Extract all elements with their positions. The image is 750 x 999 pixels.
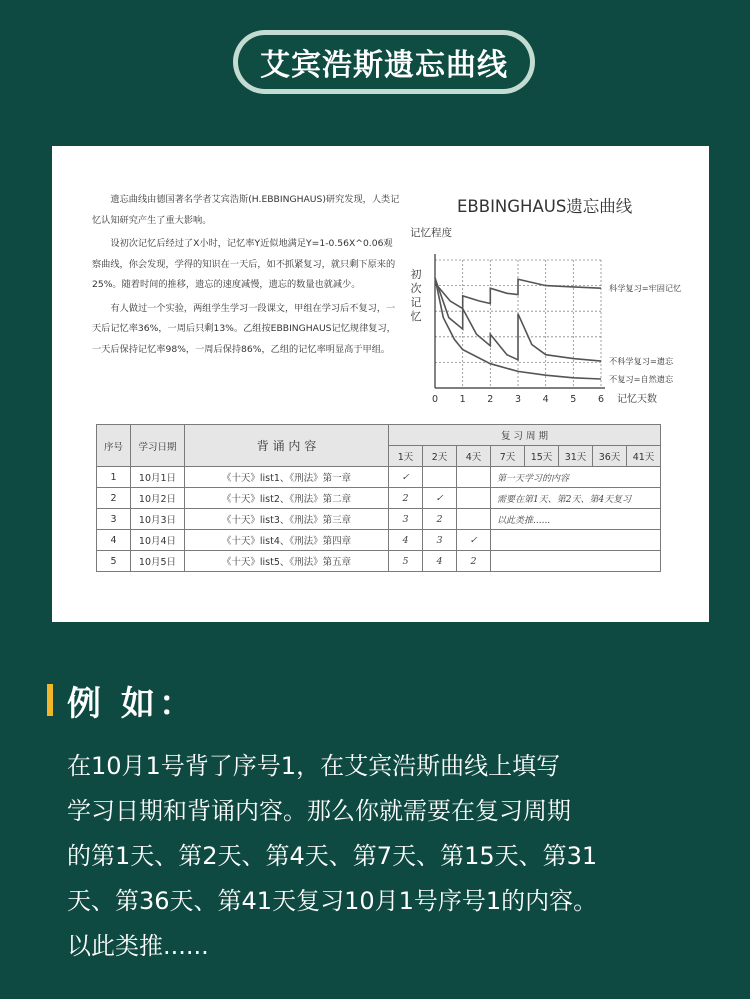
- example-line-4: 天、第36天、第41天复习10月1号序号1的内容。: [67, 887, 598, 915]
- row-note: [491, 530, 661, 551]
- day-header: 41天: [627, 446, 661, 467]
- row-content: 《十天》list2、《刑法》第二章: [185, 488, 389, 509]
- review-mark: [423, 467, 457, 488]
- example-line-5: 以此类推......: [67, 932, 209, 960]
- table-row: [97, 530, 661, 551]
- row-note: [491, 551, 661, 572]
- row-date: 10月2日: [131, 488, 185, 509]
- x-tick-label: 1: [459, 394, 466, 405]
- y-start-label-char: 初: [410, 267, 422, 281]
- day-header: 36天: [593, 446, 627, 467]
- row-content: 《十天》list1、《刑法》第一章: [185, 467, 389, 488]
- chart-title: EBBINGHAUS遗忘曲线: [457, 197, 633, 216]
- x-tick-label: 6: [597, 394, 605, 405]
- review-mark: [457, 509, 491, 530]
- review-schedule-table: [96, 424, 661, 572]
- example-line-1: 在10月1号背了序号1，在艾宾浩斯曲线上填写: [67, 752, 561, 780]
- review-mark: 4: [423, 551, 457, 572]
- row-content: 《十天》list5、《刑法》第五章: [185, 551, 389, 572]
- example-heading: 例 如：: [67, 684, 197, 724]
- review-mark: [457, 467, 491, 488]
- review-mark: ✓: [423, 488, 457, 509]
- row-content: 《十天》list4、《刑法》第四章: [185, 530, 389, 551]
- row-date: 10月3日: [131, 509, 185, 530]
- title-pill: [233, 30, 535, 94]
- review-mark: 3: [423, 530, 457, 551]
- review-mark: 2: [423, 509, 457, 530]
- review-mark: 2: [457, 551, 491, 572]
- row-number: 5: [97, 551, 131, 572]
- row-date: 10月1日: [131, 467, 185, 488]
- y-start-label-char: 忆: [410, 309, 422, 323]
- series-label: 不科学复习=遗忘: [609, 356, 674, 367]
- schedule-body: [97, 467, 661, 572]
- x-tick-label: 0: [431, 394, 439, 405]
- series-label: 不复习=自然遗忘: [609, 374, 674, 385]
- review-mark: 2: [389, 488, 423, 509]
- day-header: 7天: [491, 446, 525, 467]
- series-label: 科学复习=牢固记忆: [609, 283, 682, 294]
- row-content: 《十天》list3、《刑法》第三章: [185, 509, 389, 530]
- review-mark: 5: [389, 551, 423, 572]
- review-mark: 4: [389, 530, 423, 551]
- row-date: 10月4日: [131, 530, 185, 551]
- header-content: 背 诵 内 容: [185, 425, 389, 467]
- day-header: 1天: [389, 446, 423, 467]
- intro-paragraph-1: 遗忘曲线由德国著名学者艾宾浩斯(H.EBBINGHAUS)研究发现，人类记忆认知研究产生了重大影响。: [92, 194, 400, 226]
- example-body: [67, 744, 687, 969]
- day-header: 31天: [559, 446, 593, 467]
- intro-paragraph-3: 有人做过一个实验，两组学生学习一段课文，甲组在学习后不复习，一天后记忆率36%，一周后只剩13%。乙组按EBBINGHAUS记忆规律复习，一天后保持记忆率98%，一周后保持86%，乙组的记忆率明显高于甲组。: [92, 302, 396, 355]
- x-tick-label: 3: [514, 394, 522, 405]
- header-cycle: 复 习 周 期: [389, 425, 661, 446]
- row-number: 3: [97, 509, 131, 530]
- x-axis-label: 记忆天数: [617, 394, 657, 405]
- day-header: 15天: [525, 446, 559, 467]
- y-start-label-char: 记: [410, 295, 422, 309]
- table-row: [97, 488, 661, 509]
- intro-paragraph-2: 设初次记忆后经过了X小时，记忆率Y近似地满足Y=1-0.56X^0.06观察曲线，你会发现，学得的知识在一天后，如不抓紧复习，就只剩下原来的25%。随着时间的推移，遗忘的速度减慢，遗忘的数量也就减少。: [92, 238, 396, 290]
- row-note: 第一天学习的内容: [491, 467, 661, 488]
- y-axis-label: 记忆程度: [410, 227, 452, 239]
- row-date: 10月5日: [131, 551, 185, 572]
- x-tick-label: 2: [487, 394, 494, 405]
- review-mark: 3: [389, 509, 423, 530]
- day-header: 2天: [423, 446, 457, 467]
- x-tick-label: 5: [570, 394, 577, 405]
- review-schedule-table-wrap: [96, 424, 661, 572]
- row-note: 需要在第1天、第2天、第4天复习: [491, 488, 661, 509]
- x-tick-label: 4: [542, 394, 549, 405]
- review-mark: ✓: [389, 467, 423, 488]
- accent-bar: [47, 684, 53, 716]
- review-mark: [457, 488, 491, 509]
- forgetting-curve-chart: [402, 224, 709, 410]
- table-row: [97, 551, 661, 572]
- intro-text: [92, 190, 400, 363]
- y-start-label-char: 次: [410, 281, 422, 295]
- row-number: 4: [97, 530, 131, 551]
- review-mark: ✓: [457, 530, 491, 551]
- content-card: [52, 146, 709, 622]
- day-header: 4天: [457, 446, 491, 467]
- row-number: 2: [97, 488, 131, 509]
- header-no: 序号: [97, 425, 131, 467]
- page-title: 艾宾浩斯遗忘曲线: [238, 35, 530, 89]
- table-row: [97, 467, 661, 488]
- example-line-2: 学习日期和背诵内容。那么你就需要在复习周期: [67, 797, 571, 825]
- row-note: 以此类推......: [491, 509, 661, 530]
- example-line-3: 的第1天、第2天、第4天、第7天、第15天、第31: [67, 842, 598, 870]
- table-row: [97, 509, 661, 530]
- header-date: 学习日期: [131, 425, 185, 467]
- row-number: 1: [97, 467, 131, 488]
